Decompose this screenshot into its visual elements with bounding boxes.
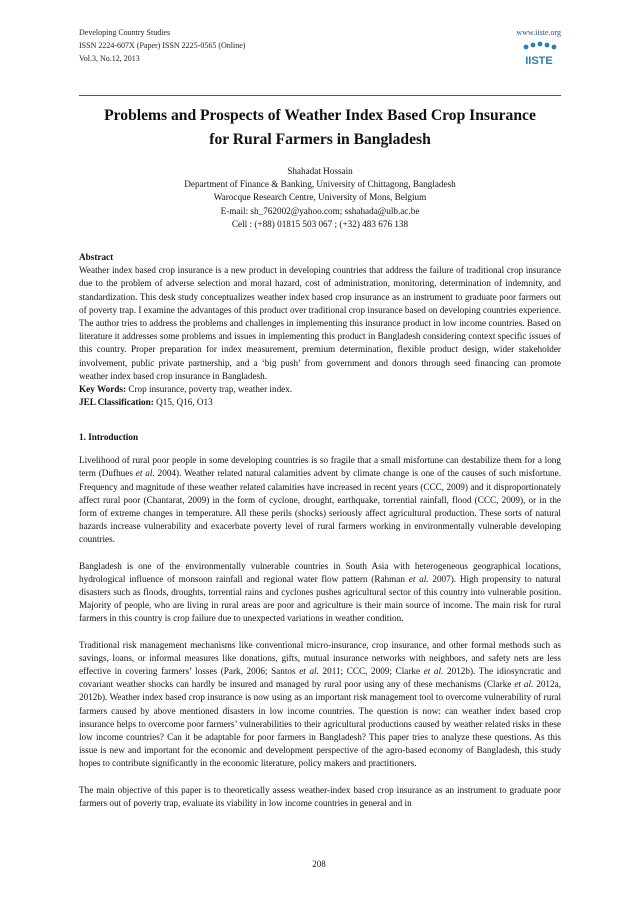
page-header xyxy=(79,26,561,94)
journal-issn: ISSN 2224-607X (Paper) ISSN 2225-0565 (Online) xyxy=(79,41,246,50)
keywords-label: Key Words: xyxy=(79,384,127,395)
author-cell: Cell : (+88) 01815 503 067 ; (+32) 483 676 138 xyxy=(231,218,409,229)
abstract-text: Weather index based crop insurance is a new product in developing countries that address the failure of traditional crop insurance due to the problem of adverse selection and moral hazard, cost of administration, monitoring, determination of indemnity, and standardization. This desk study conceptualizes weather index based crop insurance as an instrument to graduate poor farmers out of poverty trap. I examine the advantages of this product over traditional crop insurance based on developing countries experience. The author tries to address the problems and challenges in implementing this insurance product in low income countries. Based on literature it addresses some problems and issues in implementing this product in Bangladesh considering context specific issues of this country. Proper preparation for index measurement, premium determination, flexible product design, wider stakeholder involvement, public private partnership, and a ‘big push’ from government and donors through seed financing can promote weather index based crop insurance in Bangladesh. xyxy=(79,265,561,381)
abstract-section xyxy=(79,251,561,409)
jel-line xyxy=(79,396,561,409)
header-rule xyxy=(79,95,561,96)
iiste-logo xyxy=(517,40,561,68)
page-number: 208 xyxy=(312,859,326,869)
text-run: Bangladesh is one of the environmentally vulnerable countries in South Asia with heterogeneous geographical locations, hydrological influence of monsoon rainfall and regional water flow pattern (Rahman xyxy=(79,560,561,584)
italic-run: et al. xyxy=(299,666,319,677)
paper-title xyxy=(72,104,568,152)
author-name: Shahadat Hossain xyxy=(287,166,353,176)
intro-paragraph-2 xyxy=(79,560,561,626)
jel-text: Q15, Q16, O13 xyxy=(153,397,213,408)
intro-paragraph-4: The main objective of this paper is to theoretically assess weather-index based crop insurance as an instrument to graduate poor farmers out of poverty trap, evaluate its viability in low income countries in general and in xyxy=(79,784,561,808)
text-run: 2012b). The idiosyncratic and covariant weather shocks can hardly be insured and managed by rural poor using any of these mechanisms (Clarke xyxy=(79,666,562,690)
intro-paragraph-3 xyxy=(79,639,561,771)
keywords-line xyxy=(79,383,561,396)
italic-run: et al. xyxy=(408,573,429,584)
author-affiliation-2: Warocque Research Centre, University of Mons, Belgium xyxy=(213,192,427,203)
keywords-text: Crop insurance, poverty trap, weather index. xyxy=(126,384,293,395)
text-run: 2007). High propensity to natural disasters such as floods, droughts, torrential rains and cyclones pushes agricultural sector of this country into vulnerable position. Majority of people, who are living in rural areas are poor and agriculture is their main source of income. The main risk for rural farmers in this country is crop failure due to unexpected variations in weather condition. xyxy=(79,573,561,624)
introduction-section xyxy=(79,431,561,810)
italic-run: et al. xyxy=(423,666,444,677)
title-line-2: for Rural Farmers in Bangladesh xyxy=(209,131,431,148)
journal-name: Developing Country Studies xyxy=(79,28,171,37)
italic-run: et al. xyxy=(514,679,534,690)
abstract-heading: Abstract xyxy=(79,252,114,262)
text-run: 2004). Weather related natural calamities advent by climate change is one of the causes of such misfortune. Frequency and magnitude of these weather related calamities have increased in recent years (CCC, 2009) and it disproportionately affect rural poor (Chantarat, 2009) in the form of cyclone, drought, earthquake, torrential rainfall, flood (CCC, 2009), or in the form of extreme changes in temperature. All these perils (shocks) seriously affect agricultural production. These sorts of natural hazards increase vulnerability and exacerbate poverty level of rural farmers working in environmentally vulnerable developing countries. xyxy=(79,468,562,545)
jel-label: JEL Classification: xyxy=(79,397,154,408)
text-run: Livelihood of rural poor people in some developing countries is so fragile that a small misfortune can destabilize them for a long term (Dufhues xyxy=(79,455,561,479)
svg-text:IISTE: IISTE xyxy=(525,55,553,67)
italic-run: et al. xyxy=(135,468,155,479)
text-run: Traditional risk management mechanisms like conventional micro-insurance, crop insurance, and other formal methods such as savings, loans, or informal measures like donations, gifts, mutual insurance networks with neighbors, and safety nets are less effective in covering farmers’ losses (Park, 2006; Santos xyxy=(79,639,561,677)
author-email[interactable]: E-mail: sh_762002@yahoo.com; sshahada@ulb.ac.be xyxy=(220,205,420,216)
title-line-1: Problems and Prospects of Weather Index Based Crop Insurance xyxy=(104,107,536,124)
journal-volume: Vol.3, No.12, 2013 xyxy=(79,54,140,63)
author-block xyxy=(79,165,561,231)
journal-url[interactable]: www.iiste.org xyxy=(516,28,561,37)
introduction-heading: 1. Introduction xyxy=(79,432,139,442)
text-run: 2011; CCC, 2009; Clarke xyxy=(318,666,424,677)
author-affiliation-1: Department of Finance & Banking, University of Chittagong, Bangladesh xyxy=(184,179,456,190)
intro-paragraph-1 xyxy=(79,454,561,546)
text-run: 2012a, 2012b). Weather index based crop insurance is now using as an important risk management tool to overcome vulnerability of rural farmers caused by above mentioned disasters in low income countries. The question is now: can weather index based crop insurance helps to overcome poor farmers’ vulnerabilities to their agricultural productions caused by weather related risks in these low income countries? Can it be adaptable for poor farmers in Bangladesh? This paper tries to analyze these questions. As this issue is new and important for the economic and development perspective of the agro-based economy of Bangladesh, this study hopes to contribute significantly in the economic literature, policy makers and practitioners. xyxy=(79,679,561,769)
